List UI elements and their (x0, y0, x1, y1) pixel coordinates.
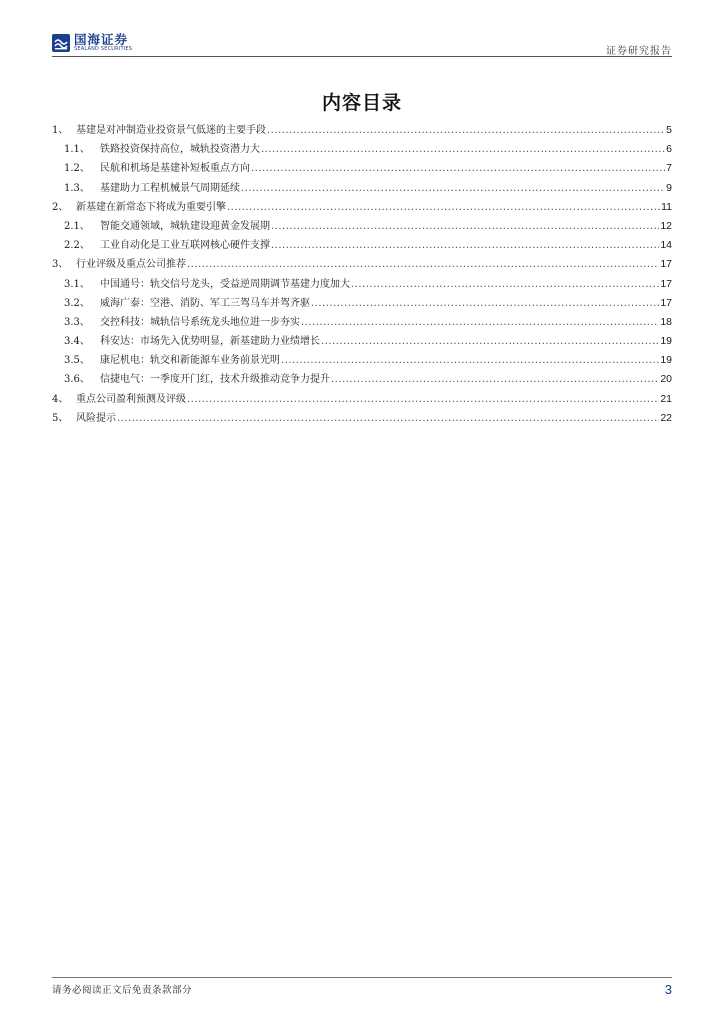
toc-entry[interactable] (52, 294, 672, 313)
toc-dot-leader (271, 240, 659, 251)
toc-entry-label: 基建助力工程机械景气周期延续 (100, 182, 240, 194)
toc-entry-page: 20 (660, 373, 672, 386)
toc-entry-number: 1.3、 (64, 182, 90, 194)
toc-entry[interactable] (52, 159, 672, 178)
toc-entry-page: 6 (666, 143, 672, 156)
toc-entry[interactable] (52, 140, 672, 159)
toc-dot-leader (241, 183, 665, 194)
toc-dot-leader (187, 259, 659, 270)
toc-entry-number: 3.2、 (64, 297, 90, 309)
sealand-logo-icon (52, 34, 70, 52)
toc-entry[interactable] (52, 255, 672, 274)
toc-entry-number: 3.5、 (64, 355, 90, 367)
toc-dot-leader (321, 336, 659, 347)
logo-chinese-name: 国海证券 (74, 31, 129, 47)
toc-entry-page: 17 (660, 258, 672, 271)
toc-entry-number: 5、 (52, 412, 69, 424)
page-number: 3 (664, 982, 672, 997)
toc-entry-label: 智能交通领域，城轨建设迎黄金发展期 (100, 220, 270, 232)
footer-divider (52, 977, 672, 978)
toc-entry-number: 4、 (52, 393, 69, 405)
toc-entry-label: 工业自动化是工业互联网核心硬件支撑 (100, 240, 270, 252)
toc-dot-leader (261, 144, 665, 155)
toc-entry-label: 科安达：市场先入优势明显，新基建助力业绩增长 (100, 336, 320, 348)
toc-entry-number: 3.3、 (64, 316, 90, 328)
toc-entry-label: 中国通号：轨交信号龙头，受益逆周期调节基建力度加大 (100, 278, 350, 290)
toc-entry-label: 行业评级及重点公司推荐 (76, 259, 186, 271)
toc-entry-number: 1.2、 (64, 163, 90, 175)
toc-entry[interactable] (52, 275, 672, 294)
toc-entry-number: 2.2、 (64, 240, 90, 252)
toc-dot-leader (227, 202, 660, 213)
toc-entry[interactable] (52, 409, 672, 428)
toc-entry-page: 5 (666, 124, 672, 136)
toc-entry-page: 14 (660, 239, 672, 252)
toc-entry-number: 3、 (52, 259, 69, 271)
toc-entry[interactable] (52, 198, 672, 217)
toc-entry[interactable] (52, 236, 672, 255)
toc-dot-leader (281, 355, 659, 366)
toc-entry[interactable] (52, 217, 672, 236)
toc-entry-label: 交控科技：城轨信号系统龙头地位进一步夯实 (100, 316, 300, 328)
page-header (52, 32, 672, 58)
toc-entry-page: 18 (660, 315, 672, 328)
toc-dot-leader (251, 163, 665, 174)
toc-entry-label: 民航和机场是基建补短板重点方向 (100, 163, 250, 175)
toc-entry-number: 3.4、 (64, 336, 90, 348)
toc-dot-leader (267, 125, 665, 136)
toc-entry-label: 康尼机电：轨交和新能源车业务前景光明 (100, 355, 280, 367)
toc-entry-number: 2.1、 (64, 220, 90, 232)
toc-entry-label: 新基建在新常态下将成为重要引擎 (76, 201, 226, 213)
toc-entry[interactable] (52, 179, 672, 198)
toc-dot-leader (351, 279, 659, 290)
toc-entry[interactable] (52, 351, 672, 370)
toc-entry-page: 17 (660, 277, 672, 290)
toc-entry-label: 风险提示 (76, 412, 116, 424)
toc-entry-page: 9 (666, 181, 672, 194)
toc-dot-leader (187, 394, 659, 405)
logo-english-name: SEALAND SECURITIES (74, 46, 133, 53)
toc-title: 内容目录 (321, 92, 402, 114)
toc-dot-leader (301, 317, 659, 328)
toc-dot-leader (117, 413, 659, 424)
toc-entry[interactable] (52, 121, 672, 140)
company-logo (52, 32, 132, 54)
toc-entry-number: 3.6、 (64, 374, 90, 386)
toc-entry-page: 11 (661, 200, 672, 213)
toc-entry-page: 19 (660, 354, 672, 367)
toc-dot-leader (311, 298, 659, 309)
toc-entry-page: 12 (660, 219, 672, 232)
toc-entry-page: 7 (666, 162, 672, 175)
toc-entry-number: 1、 (52, 125, 69, 136)
toc-entry-label: 威海广泰：空港、消防、军工三驾马车并驾齐驱 (100, 297, 310, 309)
toc-entry-number: 2、 (52, 201, 69, 213)
toc-dot-leader (331, 374, 659, 385)
toc-entry-label: 信捷电气：一季度开门红，技术升级推动竞争力提升 (100, 374, 330, 386)
toc-dot-leader (271, 221, 659, 232)
toc-entry[interactable] (52, 313, 672, 332)
toc-entry-label: 重点公司盈利预测及评级 (76, 393, 186, 405)
toc-entry-label: 基建是对冲制造业投资景气低迷的主要手段 (76, 125, 266, 136)
toc-entry-page: 19 (660, 335, 672, 348)
toc-entry-number: 3.1、 (64, 278, 90, 290)
toc-entry[interactable] (52, 390, 672, 409)
toc-entry-page: 17 (660, 296, 672, 309)
toc-entry[interactable] (52, 332, 672, 351)
toc-entry[interactable] (52, 370, 672, 389)
table-of-contents (52, 121, 672, 428)
toc-entry-page: 21 (660, 392, 672, 405)
report-type-label: 证券研究报告 (606, 46, 672, 57)
header-divider (52, 56, 672, 57)
toc-entry-page: 22 (660, 411, 672, 424)
toc-entry-label: 铁路投资保持高位，城轨投资潜力大 (100, 144, 260, 156)
toc-entry-number: 1.1、 (64, 144, 90, 156)
disclaimer-note: 请务必阅读正文后免责条款部分 (52, 985, 193, 996)
